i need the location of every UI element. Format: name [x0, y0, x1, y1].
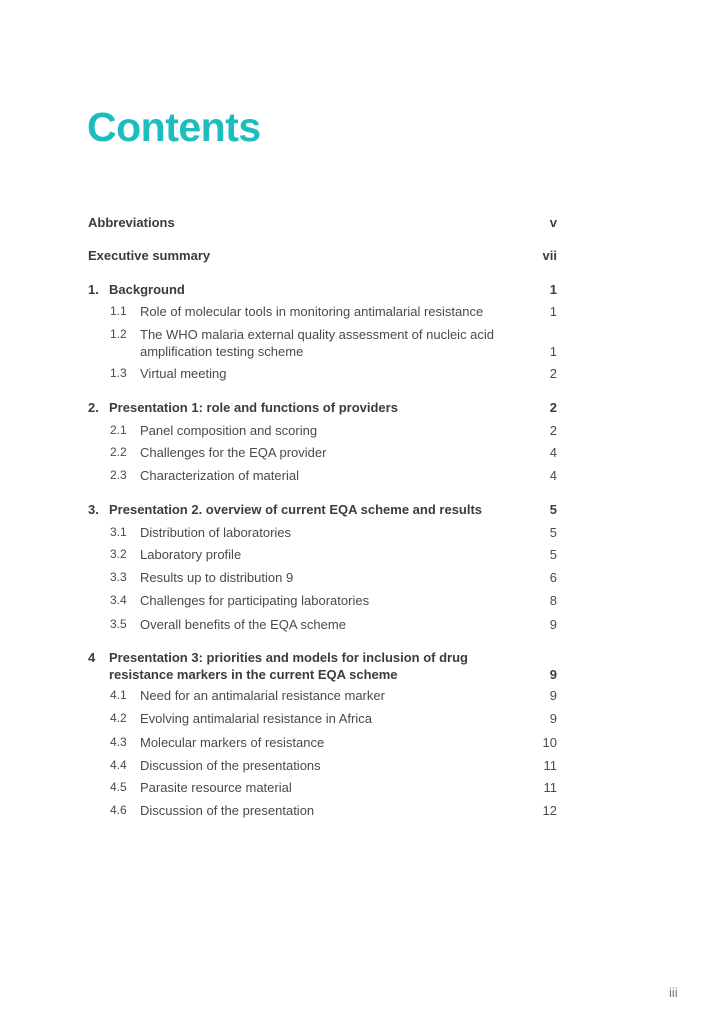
entry-page-number: 2: [549, 423, 557, 438]
toc-subentry[interactable]: [88, 546, 557, 563]
toc-entry[interactable]: [88, 399, 557, 416]
page-number: iii: [669, 985, 678, 1000]
entry-number: 4.3: [110, 735, 127, 749]
entry-page-number: 1: [549, 282, 557, 297]
entry-page-number: 9: [549, 711, 557, 726]
entry-number: 3.5: [110, 617, 127, 631]
entry-number: 1.: [88, 282, 99, 297]
entry-label: The WHO malaria external quality assessment of nucleic acid amplification testing scheme: [140, 327, 495, 359]
entry-page-number: 1: [549, 344, 557, 359]
entry-number: 2.: [88, 400, 99, 415]
entry-page-number: vii: [542, 248, 557, 263]
entry-label: Challenges for the EQA provider: [140, 445, 327, 460]
entry-number: 2.3: [110, 468, 127, 482]
entry-label: Characterization of material: [140, 468, 299, 483]
entry-label: Presentation 2. overview of current EQA scheme and results: [109, 502, 483, 517]
entry-label: Overall benefits of the EQA scheme: [140, 617, 346, 632]
entry-page-number: 4: [549, 468, 557, 483]
toc-subentry[interactable]: [88, 303, 557, 320]
toc-subentry[interactable]: [88, 569, 557, 586]
toc-subentry[interactable]: [88, 326, 557, 360]
entry-number: 4: [88, 650, 96, 665]
entry-page-number: 6: [549, 570, 557, 585]
entry-number: 2.2: [110, 445, 127, 459]
toc-subentry[interactable]: [88, 710, 557, 727]
entry-number: 4.6: [110, 803, 127, 817]
entry-number: 1.2: [110, 327, 127, 341]
entry-number: 2.1: [110, 423, 127, 437]
toc-subentry[interactable]: [88, 592, 557, 609]
entry-label: Presentation 3: priorities and models for inclusion of drug resistance markers in the current EQA scheme: [109, 650, 468, 682]
entry-page-number: 2: [549, 400, 557, 415]
page-title: Contents: [87, 104, 261, 150]
toc-subentry[interactable]: [88, 444, 557, 461]
entry-label: Virtual meeting: [140, 366, 227, 381]
toc-subentry[interactable]: [88, 524, 557, 541]
entry-page-number: 9: [549, 667, 557, 682]
entry-label: Evolving antimalarial resistance in Africa: [140, 711, 372, 726]
entry-label: Parasite resource material: [140, 780, 292, 795]
entry-number: 3.1: [110, 525, 127, 539]
entry-number: 3.2: [110, 547, 127, 561]
entry-page-number: 9: [549, 688, 557, 703]
entry-page-number: 5: [549, 547, 557, 562]
entry-label: Distribution of laboratories: [140, 525, 292, 540]
entry-page-number: 11: [543, 758, 557, 773]
toc-subentry[interactable]: [88, 779, 557, 796]
entry-label: Discussion of the presentations: [140, 758, 321, 773]
entry-label: Discussion of the presentation: [140, 803, 315, 818]
entry-number: 1.1: [110, 304, 127, 318]
entry-page-number: 1: [549, 304, 557, 319]
toc-subentry[interactable]: [88, 757, 557, 774]
entry-number: 3.4: [110, 593, 127, 607]
entry-page-number: 2: [549, 366, 557, 381]
entry-page-number: 4: [549, 445, 557, 460]
entry-number: 3.3: [110, 570, 127, 584]
entry-number: 4.1: [110, 688, 127, 702]
entry-label: Panel composition and scoring: [140, 423, 318, 438]
entry-page-number: 10: [542, 735, 557, 750]
entry-label: Executive summary: [88, 248, 211, 263]
entry-label: Abbreviations: [88, 215, 175, 230]
entry-page-number: 11: [543, 780, 557, 795]
toc-subentry[interactable]: [88, 734, 557, 751]
entry-page-number: v: [549, 215, 557, 230]
entry-page-number: 5: [549, 502, 557, 517]
toc-subentry[interactable]: [88, 687, 557, 704]
entry-label: Background: [109, 282, 185, 297]
entry-label: Role of molecular tools in monitoring antimalarial resistance: [140, 304, 484, 319]
entry-label: Presentation 1: role and functions of providers: [109, 400, 398, 415]
entry-number: 4.4: [110, 758, 127, 772]
toc-entry[interactable]: [88, 247, 557, 264]
entry-label: Challenges for participating laboratories: [140, 593, 370, 608]
entry-number: 3.: [88, 502, 99, 517]
entry-number: 4.5: [110, 780, 127, 794]
toc-subentry[interactable]: [88, 422, 557, 439]
toc-subentry[interactable]: [88, 365, 557, 382]
entry-label: Molecular markers of resistance: [140, 735, 325, 750]
entry-page-number: 12: [542, 803, 557, 818]
toc-subentry[interactable]: [88, 467, 557, 484]
entry-label: Laboratory profile: [140, 547, 242, 562]
toc-entry[interactable]: [88, 501, 557, 518]
toc-entry[interactable]: [88, 281, 557, 298]
entry-label: Results up to distribution 9: [140, 570, 294, 585]
entry-number: 1.3: [110, 366, 127, 380]
toc-entry[interactable]: [88, 214, 557, 231]
toc-entry[interactable]: [88, 649, 557, 683]
entry-label: Need for an antimalarial resistance marker: [140, 688, 385, 703]
entry-page-number: 8: [549, 593, 557, 608]
entry-page-number: 5: [549, 525, 557, 540]
entry-page-number: 9: [549, 617, 557, 632]
toc-subentry[interactable]: [88, 802, 557, 819]
entry-number: 4.2: [110, 711, 127, 725]
toc-subentry[interactable]: [88, 616, 557, 633]
